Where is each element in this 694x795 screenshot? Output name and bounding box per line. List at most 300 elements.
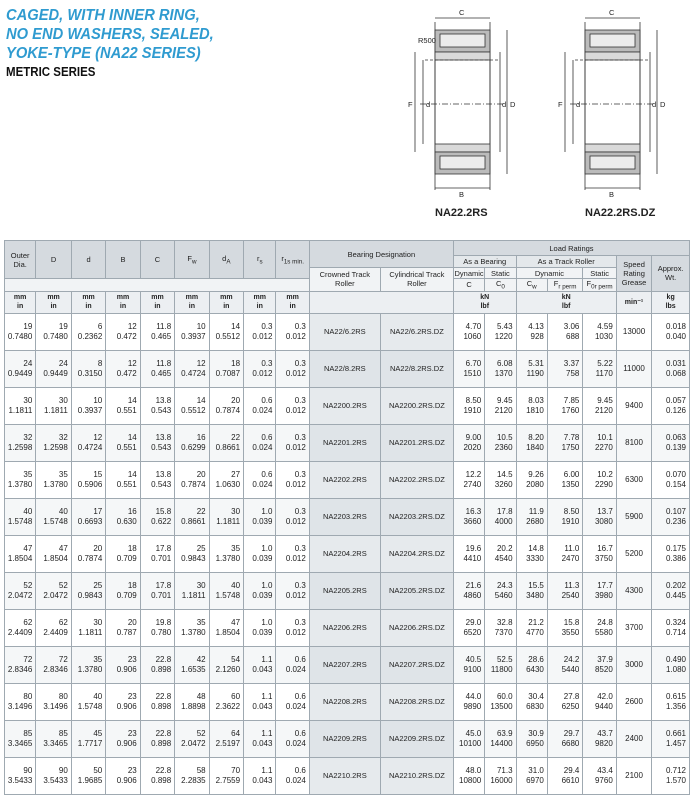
cell-cyl: NA2201.2RS.DZ bbox=[380, 424, 453, 461]
cell-cdyn: 16.3 3660 bbox=[453, 498, 484, 535]
cell-wt: 0.070 0.154 bbox=[652, 461, 690, 498]
table-row bbox=[5, 609, 690, 646]
unit-D: mm in bbox=[36, 291, 72, 313]
cell-f0r: 10.1 2270 bbox=[583, 424, 616, 461]
cell-r1: 0.3 0.012 bbox=[276, 350, 309, 387]
cell-speed: 2600 bbox=[616, 683, 652, 720]
col-header-d: d bbox=[71, 241, 105, 279]
cell-r1: 0.3 0.012 bbox=[276, 387, 309, 424]
cell-r1: 0.6 0.024 bbox=[276, 683, 309, 720]
cell-cw: 21.2 4770 bbox=[516, 609, 547, 646]
cell-r1: 0.3 0.012 bbox=[276, 461, 309, 498]
cell-speed: 11000 bbox=[616, 350, 652, 387]
cell-cdyn: 12.2 2740 bbox=[453, 461, 484, 498]
cell-c0: 10.5 2360 bbox=[485, 424, 516, 461]
cell-c: 17.8 0.701 bbox=[140, 535, 174, 572]
cell-rs: 0.6 0.024 bbox=[244, 461, 276, 498]
cell-speed: 3000 bbox=[616, 646, 652, 683]
cell-fr: 24.2 5440 bbox=[547, 646, 583, 683]
cell-f0r: 13.7 3080 bbox=[583, 498, 616, 535]
cell-od: 90 3.5433 bbox=[5, 757, 36, 794]
cell-od: 24 0.9449 bbox=[5, 350, 36, 387]
cell-c0: 32.8 7370 bbox=[485, 609, 516, 646]
cell-d: 20 0.7874 bbox=[71, 535, 105, 572]
cell-wt: 0.031 0.068 bbox=[652, 350, 690, 387]
cell-c0: 60.0 13500 bbox=[485, 683, 516, 720]
cell-d: 24 0.9449 bbox=[36, 350, 72, 387]
cell-crowned: NA2202.2RS bbox=[309, 461, 380, 498]
cell-b: 20 0.787 bbox=[106, 609, 140, 646]
cell-da: 14 0.5512 bbox=[209, 313, 243, 350]
unit-bearing-kn: kN lbf bbox=[453, 291, 516, 313]
cell-d: 85 3.3465 bbox=[36, 720, 72, 757]
cell-speed: 8100 bbox=[616, 424, 652, 461]
cell-cyl: NA2205.2RS.DZ bbox=[380, 572, 453, 609]
col-header-cylindrical: Cylindrical Track Roller bbox=[380, 268, 453, 292]
unit-designation-blank bbox=[309, 291, 453, 313]
col-header-D: D bbox=[36, 241, 72, 279]
cell-crowned: NA22/6.2RS bbox=[309, 313, 380, 350]
cell-cyl: NA22/6.2RS.DZ bbox=[380, 313, 453, 350]
unit-track-kn: kN lbf bbox=[516, 291, 616, 313]
cell-crowned: NA2201.2RS bbox=[309, 424, 380, 461]
cell-b: 12 0.472 bbox=[106, 313, 140, 350]
cell-od: 19 0.7480 bbox=[5, 313, 36, 350]
cell-cdyn: 29.0 6520 bbox=[453, 609, 484, 646]
col-header-static-track: Static bbox=[583, 268, 616, 279]
cell-fr: 8.50 1910 bbox=[547, 498, 583, 535]
table-row bbox=[5, 757, 690, 794]
title-line-1: CAGED, WITH INNER RING, bbox=[6, 7, 200, 24]
cell-cdyn: 9.00 2020 bbox=[453, 424, 484, 461]
cell-r1: 0.3 0.012 bbox=[276, 609, 309, 646]
cell-d: 72 2.8346 bbox=[36, 646, 72, 683]
cell-da: 54 2.1260 bbox=[209, 646, 243, 683]
cell-cw: 9.26 2080 bbox=[516, 461, 547, 498]
cell-cw: 5.31 1190 bbox=[516, 350, 547, 387]
dim-fw-right: F bbox=[558, 100, 563, 109]
table-row bbox=[5, 572, 690, 609]
cell-c0: 14.5 3260 bbox=[485, 461, 516, 498]
cell-rs: 1.1 0.043 bbox=[244, 720, 276, 757]
cell-cyl: NA2210.2RS.DZ bbox=[380, 757, 453, 794]
cell-fw: 12 0.4724 bbox=[175, 350, 209, 387]
unit-od: mm in bbox=[5, 291, 36, 313]
cell-fw: 25 0.9843 bbox=[175, 535, 209, 572]
cell-d: 90 3.5433 bbox=[36, 757, 72, 794]
cell-wt: 0.615 1.356 bbox=[652, 683, 690, 720]
cell-cw: 14.8 3330 bbox=[516, 535, 547, 572]
cell-od: 52 2.0472 bbox=[5, 572, 36, 609]
cell-b: 18 0.709 bbox=[106, 535, 140, 572]
page-title-block bbox=[6, 6, 232, 79]
cell-b: 23 0.906 bbox=[106, 646, 140, 683]
cell-cyl: NA2209.2RS.DZ bbox=[380, 720, 453, 757]
cell-fw: 22 0.8661 bbox=[175, 498, 209, 535]
cell-fr: 27.8 6250 bbox=[547, 683, 583, 720]
cell-d: 12 0.4724 bbox=[71, 424, 105, 461]
cell-crowned: NA2208.2RS bbox=[309, 683, 380, 720]
cell-wt: 0.057 0.126 bbox=[652, 387, 690, 424]
cell-cw: 8.03 1810 bbox=[516, 387, 547, 424]
cell-fr: 7.78 1750 bbox=[547, 424, 583, 461]
unit-dA: mm in bbox=[209, 291, 243, 313]
cell-speed: 5900 bbox=[616, 498, 652, 535]
cell-wt: 0.018 0.040 bbox=[652, 313, 690, 350]
cell-d: 45 1.7717 bbox=[71, 720, 105, 757]
cell-cyl: NA2208.2RS.DZ bbox=[380, 683, 453, 720]
cell-b: 14 0.551 bbox=[106, 461, 140, 498]
cell-c: 15.8 0.622 bbox=[140, 498, 174, 535]
cell-d: 10 0.3937 bbox=[71, 387, 105, 424]
cell-crowned: NA22/8.2RS bbox=[309, 350, 380, 387]
col-header-static: Static bbox=[485, 268, 516, 279]
cell-d: 6 0.2362 bbox=[71, 313, 105, 350]
cell-fw: 20 0.7874 bbox=[175, 461, 209, 498]
cell-fw: 14 0.5512 bbox=[175, 387, 209, 424]
cell-b: 23 0.906 bbox=[106, 683, 140, 720]
cell-f0r: 16.7 3750 bbox=[583, 535, 616, 572]
col-header-as-bearing: As a Bearing bbox=[453, 256, 516, 268]
cell-da: 22 0.8661 bbox=[209, 424, 243, 461]
table-row bbox=[5, 387, 690, 424]
col-header-Fw: $F_w$ bbox=[175, 241, 209, 279]
cell-fr: 11.3 2540 bbox=[547, 572, 583, 609]
dim-da-left: d bbox=[502, 100, 507, 109]
cell-speed: 6300 bbox=[616, 461, 652, 498]
cell-da: 47 1.8504 bbox=[209, 609, 243, 646]
cell-rs: 0.6 0.024 bbox=[244, 424, 276, 461]
bearing-spec-table bbox=[4, 240, 690, 795]
cell-wt: 0.712 1.570 bbox=[652, 757, 690, 794]
cell-c: 13.8 0.543 bbox=[140, 424, 174, 461]
dim-d-left: d bbox=[426, 100, 431, 109]
cell-da: 27 1.0630 bbox=[209, 461, 243, 498]
unit-Fw: mm in bbox=[175, 291, 209, 313]
dim-c-left: C bbox=[459, 8, 465, 17]
cell-speed: 2400 bbox=[616, 720, 652, 757]
cell-d: 80 3.1496 bbox=[36, 683, 72, 720]
cell-rs: 1.1 0.043 bbox=[244, 757, 276, 794]
cell-f0r: 43.7 9820 bbox=[583, 720, 616, 757]
cell-d: 32 1.2598 bbox=[36, 424, 72, 461]
col-header-B: B bbox=[106, 241, 140, 279]
cell-r1: 0.3 0.012 bbox=[276, 572, 309, 609]
table-row bbox=[5, 535, 690, 572]
cell-f0r: 43.4 9760 bbox=[583, 757, 616, 794]
cell-cw: 11.9 2680 bbox=[516, 498, 547, 535]
cell-cw: 31.0 6970 bbox=[516, 757, 547, 794]
drawing-label-na22-2rs: NA22.2RS bbox=[435, 207, 488, 219]
table-row bbox=[5, 683, 690, 720]
cell-d: 62 2.4409 bbox=[36, 609, 72, 646]
col-header-Frperm: $F_{r perm}$ bbox=[547, 279, 583, 292]
unit-r1s: mm in bbox=[276, 291, 309, 313]
cell-c: 13.8 0.543 bbox=[140, 387, 174, 424]
cell-fr: 11.0 2470 bbox=[547, 535, 583, 572]
col-header-dynamic-track: Dynamic bbox=[516, 268, 583, 279]
cell-cyl: NA2202.2RS.DZ bbox=[380, 461, 453, 498]
cell-r1: 0.3 0.012 bbox=[276, 313, 309, 350]
col-header-Cw: $C_w$ bbox=[516, 279, 547, 292]
cell-fr: 29.7 6680 bbox=[547, 720, 583, 757]
cell-od: 35 1.3780 bbox=[5, 461, 36, 498]
cell-r1: 0.3 0.012 bbox=[276, 424, 309, 461]
cell-crowned: NA2200.2RS bbox=[309, 387, 380, 424]
cell-da: 64 2.5197 bbox=[209, 720, 243, 757]
cell-c: 11.8 0.465 bbox=[140, 350, 174, 387]
table-row bbox=[5, 313, 690, 350]
cell-c: 22.8 0.898 bbox=[140, 683, 174, 720]
cell-cdyn: 48.0 10800 bbox=[453, 757, 484, 794]
cell-c: 19.8 0.780 bbox=[140, 609, 174, 646]
col-header-C-sym: C bbox=[453, 279, 484, 292]
cell-d: 40 1.5748 bbox=[71, 683, 105, 720]
cell-d: 40 1.5748 bbox=[36, 498, 72, 535]
cell-rs: 1.0 0.039 bbox=[244, 572, 276, 609]
cell-c: 11.8 0.465 bbox=[140, 313, 174, 350]
unit-d: mm in bbox=[71, 291, 105, 313]
cell-b: 12 0.472 bbox=[106, 350, 140, 387]
drawing-label-na22-2rs-dz: NA22.2RS.DZ bbox=[585, 207, 656, 219]
subtitle: METRIC SERIES bbox=[6, 65, 96, 79]
cell-wt: 0.202 0.445 bbox=[652, 572, 690, 609]
unit-B: mm in bbox=[106, 291, 140, 313]
bearing-cross-section-diagram bbox=[395, 4, 690, 204]
cell-f0r: 9.45 2120 bbox=[583, 387, 616, 424]
dim-b-right: B bbox=[609, 190, 615, 199]
cell-cyl: NA2204.2RS.DZ bbox=[380, 535, 453, 572]
cell-d: 17 0.6693 bbox=[71, 498, 105, 535]
dim-D-right: D bbox=[660, 100, 666, 109]
cell-d: 50 1.9685 bbox=[71, 757, 105, 794]
cell-cdyn: 40.5 9100 bbox=[453, 646, 484, 683]
cell-d: 8 0.3150 bbox=[71, 350, 105, 387]
cell-r1: 0.3 0.012 bbox=[276, 535, 309, 572]
cell-d: 15 0.5906 bbox=[71, 461, 105, 498]
col-header-crowned: Crowned Track Roller bbox=[309, 268, 380, 292]
cell-cyl: NA2200.2RS.DZ bbox=[380, 387, 453, 424]
cell-c0: 6.08 1370 bbox=[485, 350, 516, 387]
cell-cdyn: 8.50 1910 bbox=[453, 387, 484, 424]
cell-fr: 29.4 6610 bbox=[547, 757, 583, 794]
cell-b: 23 0.906 bbox=[106, 720, 140, 757]
col-header-C: C bbox=[140, 241, 174, 279]
cell-crowned: NA2203.2RS bbox=[309, 498, 380, 535]
dim-fw-left: F bbox=[408, 100, 413, 109]
cell-rs: 1.1 0.043 bbox=[244, 683, 276, 720]
cell-c0: 9.45 2120 bbox=[485, 387, 516, 424]
cell-b: 14 0.551 bbox=[106, 387, 140, 424]
cell-rs: 0.6 0.024 bbox=[244, 387, 276, 424]
cell-c: 22.8 0.898 bbox=[140, 757, 174, 794]
cell-b: 16 0.630 bbox=[106, 498, 140, 535]
cell-c0: 71.3 16000 bbox=[485, 757, 516, 794]
cell-wt: 0.324 0.714 bbox=[652, 609, 690, 646]
cell-speed: 4300 bbox=[616, 572, 652, 609]
table-row bbox=[5, 498, 690, 535]
dim-r500: R500 bbox=[418, 36, 436, 45]
cell-cw: 8.20 1840 bbox=[516, 424, 547, 461]
cell-od: 40 1.5748 bbox=[5, 498, 36, 535]
cell-cdyn: 21.6 4860 bbox=[453, 572, 484, 609]
cell-d: 52 2.0472 bbox=[36, 572, 72, 609]
cell-od: 72 2.8346 bbox=[5, 646, 36, 683]
cell-da: 60 2.3622 bbox=[209, 683, 243, 720]
cell-f0r: 17.7 3980 bbox=[583, 572, 616, 609]
unit-weight: kg lbs bbox=[652, 291, 690, 313]
cell-speed: 3700 bbox=[616, 609, 652, 646]
cell-fw: 58 2.2835 bbox=[175, 757, 209, 794]
cell-fw: 42 1.6535 bbox=[175, 646, 209, 683]
col-header-weight: Approx. Wt. bbox=[652, 256, 690, 292]
cell-c: 22.8 0.898 bbox=[140, 646, 174, 683]
cell-wt: 0.175 0.386 bbox=[652, 535, 690, 572]
cell-d: 19 0.7480 bbox=[36, 313, 72, 350]
cell-rs: 0.3 0.012 bbox=[244, 350, 276, 387]
title-line-2: NO END WASHERS, SEALED, bbox=[6, 26, 214, 43]
cell-rs: 1.0 0.039 bbox=[244, 609, 276, 646]
cell-crowned: NA2204.2RS bbox=[309, 535, 380, 572]
cell-r1: 0.6 0.024 bbox=[276, 646, 309, 683]
cell-f0r: 37.9 8520 bbox=[583, 646, 616, 683]
table-row bbox=[5, 461, 690, 498]
cell-cyl: NA2206.2RS.DZ bbox=[380, 609, 453, 646]
cell-d: 35 1.3780 bbox=[36, 461, 72, 498]
col-header-dA: $d_A$ bbox=[209, 241, 243, 279]
cell-speed: 9400 bbox=[616, 387, 652, 424]
cell-da: 70 2.7559 bbox=[209, 757, 243, 794]
cell-c0: 24.3 5460 bbox=[485, 572, 516, 609]
cell-f0r: 42.0 9440 bbox=[583, 683, 616, 720]
cell-cdyn: 4.70 1060 bbox=[453, 313, 484, 350]
cell-f0r: 4.59 1030 bbox=[583, 313, 616, 350]
cell-c0: 63.9 14400 bbox=[485, 720, 516, 757]
cell-da: 35 1.3780 bbox=[209, 535, 243, 572]
cell-c: 17.8 0.701 bbox=[140, 572, 174, 609]
cell-d: 25 0.9843 bbox=[71, 572, 105, 609]
col-header-as-track-roller: As a Track Roller bbox=[516, 256, 616, 268]
table-row bbox=[5, 424, 690, 461]
cell-cyl: NA22/8.2RS.DZ bbox=[380, 350, 453, 387]
cell-fr: 6.00 1350 bbox=[547, 461, 583, 498]
bearing-drawings bbox=[395, 4, 690, 229]
col-header-F0rperm: $F_{0r perm}$ bbox=[583, 279, 616, 292]
cell-cw: 30.4 6830 bbox=[516, 683, 547, 720]
cell-crowned: NA2210.2RS bbox=[309, 757, 380, 794]
table-row bbox=[5, 646, 690, 683]
cell-fw: 35 1.3780 bbox=[175, 609, 209, 646]
cell-fr: 3.37 758 bbox=[547, 350, 583, 387]
cell-c: 22.8 0.898 bbox=[140, 720, 174, 757]
cell-fw: 10 0.3937 bbox=[175, 313, 209, 350]
cell-od: 80 3.1496 bbox=[5, 683, 36, 720]
table-row bbox=[5, 350, 690, 387]
cell-wt: 0.490 1.080 bbox=[652, 646, 690, 683]
cell-b: 18 0.709 bbox=[106, 572, 140, 609]
cell-cw: 30.9 6950 bbox=[516, 720, 547, 757]
col-header-designation: Bearing Designation bbox=[309, 241, 453, 268]
cell-cdyn: 6.70 1510 bbox=[453, 350, 484, 387]
cell-f0r: 10.2 2290 bbox=[583, 461, 616, 498]
cell-speed: 2100 bbox=[616, 757, 652, 794]
dim-da-right: d bbox=[652, 100, 657, 109]
cell-r1: 0.6 0.024 bbox=[276, 720, 309, 757]
table-row bbox=[5, 720, 690, 757]
cell-cdyn: 19.6 4410 bbox=[453, 535, 484, 572]
cell-crowned: NA2206.2RS bbox=[309, 609, 380, 646]
cell-da: 20 0.7874 bbox=[209, 387, 243, 424]
col-header-C0: $C_0$ bbox=[485, 279, 516, 292]
table-body bbox=[5, 313, 690, 794]
cell-od: 47 1.8504 bbox=[5, 535, 36, 572]
cell-wt: 0.661 1.457 bbox=[652, 720, 690, 757]
cell-speed: 5200 bbox=[616, 535, 652, 572]
cell-rs: 1.0 0.039 bbox=[244, 498, 276, 535]
cell-d: 30 1.1811 bbox=[71, 609, 105, 646]
col-header-speed: Speed Rating Grease bbox=[616, 256, 652, 292]
cell-fw: 48 1.8898 bbox=[175, 683, 209, 720]
cell-fw: 52 2.0472 bbox=[175, 720, 209, 757]
cell-crowned: NA2209.2RS bbox=[309, 720, 380, 757]
cell-wt: 0.063 0.139 bbox=[652, 424, 690, 461]
cell-fw: 30 1.1811 bbox=[175, 572, 209, 609]
cell-d: 35 1.3780 bbox=[71, 646, 105, 683]
cell-cw: 4.13 928 bbox=[516, 313, 547, 350]
cell-cw: 15.5 3480 bbox=[516, 572, 547, 609]
cell-b: 23 0.906 bbox=[106, 757, 140, 794]
cell-cyl: NA2203.2RS.DZ bbox=[380, 498, 453, 535]
cell-fr: 7.85 1760 bbox=[547, 387, 583, 424]
cell-crowned: NA2205.2RS bbox=[309, 572, 380, 609]
cell-b: 14 0.551 bbox=[106, 424, 140, 461]
col-header-r1smin: $r_{1s min.}$ bbox=[276, 241, 309, 279]
unit-rs: mm in bbox=[244, 291, 276, 313]
cell-crowned: NA2207.2RS bbox=[309, 646, 380, 683]
unit-speed: min⁻¹ bbox=[616, 291, 652, 313]
dim-c-right: C bbox=[609, 8, 615, 17]
cell-fr: 15.8 3550 bbox=[547, 609, 583, 646]
cell-od: 30 1.1811 bbox=[5, 387, 36, 424]
dim-b-left: B bbox=[459, 190, 465, 199]
cell-cyl: NA2207.2RS.DZ bbox=[380, 646, 453, 683]
cell-od: 85 3.3465 bbox=[5, 720, 36, 757]
col-header-dynamic: Dynamic bbox=[454, 268, 484, 278]
cell-c0: 20.2 4540 bbox=[485, 535, 516, 572]
cell-f0r: 5.22 1170 bbox=[583, 350, 616, 387]
cell-od: 32 1.2598 bbox=[5, 424, 36, 461]
cell-rs: 0.3 0.012 bbox=[244, 313, 276, 350]
cell-od: 62 2.4409 bbox=[5, 609, 36, 646]
cell-wt: 0.107 0.236 bbox=[652, 498, 690, 535]
cell-da: 30 1.1811 bbox=[209, 498, 243, 535]
dim-d-right: d bbox=[576, 100, 581, 109]
cell-c0: 52.5 11800 bbox=[485, 646, 516, 683]
cell-cw: 28.6 6430 bbox=[516, 646, 547, 683]
cell-d: 47 1.8504 bbox=[36, 535, 72, 572]
cell-cdyn: 45.0 10100 bbox=[453, 720, 484, 757]
cell-fr: 3.06 688 bbox=[547, 313, 583, 350]
cell-r1: 0.3 0.012 bbox=[276, 498, 309, 535]
cell-cdyn: 44.0 9890 bbox=[453, 683, 484, 720]
cell-da: 18 0.7087 bbox=[209, 350, 243, 387]
cell-fw: 16 0.6299 bbox=[175, 424, 209, 461]
col-header-rs: $r_s$ bbox=[244, 241, 276, 279]
title-line-3: YOKE-TYPE (NA22 SERIES) bbox=[6, 45, 201, 62]
cell-rs: 1.1 0.043 bbox=[244, 646, 276, 683]
col-header-load-ratings: Load Ratings bbox=[453, 241, 689, 256]
cell-c: 13.8 0.543 bbox=[140, 461, 174, 498]
